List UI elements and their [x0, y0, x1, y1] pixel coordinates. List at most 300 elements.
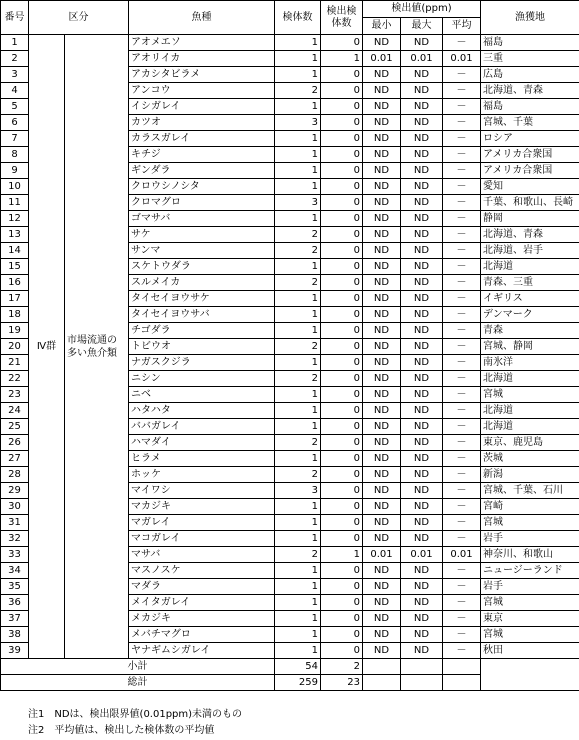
- avg-cell: －: [443, 643, 481, 659]
- row-number: 31: [1, 515, 29, 531]
- origin-cell: イギリス: [481, 291, 579, 307]
- detected-cell: 0: [321, 579, 363, 595]
- detected-cell: 0: [321, 451, 363, 467]
- max-cell: ND: [401, 291, 443, 307]
- min-cell: ND: [363, 195, 401, 211]
- min-cell: ND: [363, 163, 401, 179]
- detected-cell: 0: [321, 99, 363, 115]
- origin-cell: 宮崎: [481, 499, 579, 515]
- total-empty-max: [401, 675, 443, 691]
- samples-cell: 1: [275, 291, 321, 307]
- max-cell: 0.01: [401, 51, 443, 67]
- avg-cell: －: [443, 563, 481, 579]
- subtotal-samples: 54: [275, 659, 321, 675]
- max-cell: ND: [401, 339, 443, 355]
- min-cell: ND: [363, 451, 401, 467]
- max-cell: ND: [401, 435, 443, 451]
- footnote-1: 注1 NDは、検出限界値(0.01ppm)未満のもの: [28, 709, 243, 720]
- species-cell: ホッケ: [129, 467, 275, 483]
- max-cell: ND: [401, 35, 443, 51]
- species-cell: キチジ: [129, 147, 275, 163]
- samples-cell: 3: [275, 115, 321, 131]
- min-cell: ND: [363, 627, 401, 643]
- avg-cell: －: [443, 147, 481, 163]
- row-number: 18: [1, 307, 29, 323]
- origin-cell: 岩手: [481, 579, 579, 595]
- header-no: 番号: [1, 1, 29, 35]
- samples-cell: 1: [275, 451, 321, 467]
- detected-cell: 0: [321, 387, 363, 403]
- avg-cell: －: [443, 275, 481, 291]
- species-cell: ババガレイ: [129, 419, 275, 435]
- min-cell: ND: [363, 179, 401, 195]
- origin-cell: 青森、三重: [481, 275, 579, 291]
- min-cell: ND: [363, 115, 401, 131]
- origin-cell: 北海道: [481, 259, 579, 275]
- detected-cell: 0: [321, 563, 363, 579]
- samples-cell: 1: [275, 323, 321, 339]
- min-cell: ND: [363, 595, 401, 611]
- detected-cell: 0: [321, 371, 363, 387]
- samples-cell: 1: [275, 499, 321, 515]
- row-number: 22: [1, 371, 29, 387]
- min-cell: ND: [363, 243, 401, 259]
- avg-cell: －: [443, 435, 481, 451]
- table-row: [1, 35, 579, 51]
- max-cell: ND: [401, 227, 443, 243]
- row-number: 12: [1, 211, 29, 227]
- row-number: 8: [1, 147, 29, 163]
- min-cell: ND: [363, 579, 401, 595]
- detected-cell: 0: [321, 483, 363, 499]
- max-cell: ND: [401, 355, 443, 371]
- samples-cell: 1: [275, 387, 321, 403]
- avg-cell: 0.01: [443, 547, 481, 563]
- origin-cell: 千葉、和歌山、長崎: [481, 195, 579, 211]
- avg-cell: －: [443, 419, 481, 435]
- min-cell: ND: [363, 499, 401, 515]
- samples-cell: 3: [275, 483, 321, 499]
- origin-cell: 秋田: [481, 643, 579, 659]
- avg-cell: 0.01: [443, 51, 481, 67]
- species-cell: ゴマサバ: [129, 211, 275, 227]
- min-cell: ND: [363, 387, 401, 403]
- origin-cell: 北海道、青森: [481, 227, 579, 243]
- row-number: 21: [1, 355, 29, 371]
- species-cell: スケトウダラ: [129, 259, 275, 275]
- row-number: 15: [1, 259, 29, 275]
- detected-cell: 0: [321, 291, 363, 307]
- species-cell: イシガレイ: [129, 99, 275, 115]
- category-cell: 市場流通の多い魚介類: [65, 35, 129, 659]
- species-cell: ギンダラ: [129, 163, 275, 179]
- avg-cell: －: [443, 451, 481, 467]
- species-cell: タイセイヨウサバ: [129, 307, 275, 323]
- detected-cell: 0: [321, 499, 363, 515]
- samples-cell: 1: [275, 531, 321, 547]
- min-cell: ND: [363, 339, 401, 355]
- min-cell: ND: [363, 35, 401, 51]
- detected-cell: 0: [321, 211, 363, 227]
- min-cell: ND: [363, 67, 401, 83]
- species-cell: アンコウ: [129, 83, 275, 99]
- avg-cell: －: [443, 115, 481, 131]
- avg-cell: －: [443, 595, 481, 611]
- detected-cell: 0: [321, 531, 363, 547]
- origin-cell: ニュージーランド: [481, 563, 579, 579]
- samples-cell: 1: [275, 627, 321, 643]
- min-cell: ND: [363, 611, 401, 627]
- detected-cell: 0: [321, 419, 363, 435]
- species-cell: マスノスケ: [129, 563, 275, 579]
- max-cell: ND: [401, 67, 443, 83]
- row-number: 11: [1, 195, 29, 211]
- header-detected-value: 検出値(ppm): [363, 1, 481, 18]
- origin-cell: 宮城、千葉、石川: [481, 483, 579, 499]
- detected-cell: 0: [321, 131, 363, 147]
- origin-cell: 新潟: [481, 467, 579, 483]
- avg-cell: －: [443, 259, 481, 275]
- min-cell: ND: [363, 291, 401, 307]
- min-cell: ND: [363, 131, 401, 147]
- samples-cell: 2: [275, 83, 321, 99]
- species-cell: ニベ: [129, 387, 275, 403]
- samples-cell: 1: [275, 163, 321, 179]
- detected-cell: 0: [321, 147, 363, 163]
- detected-cell: 0: [321, 83, 363, 99]
- detected-cell: 0: [321, 627, 363, 643]
- origin-cell: 三重: [481, 51, 579, 67]
- samples-cell: 1: [275, 307, 321, 323]
- origin-cell: 静岡: [481, 211, 579, 227]
- max-cell: ND: [401, 275, 443, 291]
- detected-cell: 1: [321, 547, 363, 563]
- species-cell: ヤナギムシガレイ: [129, 643, 275, 659]
- origin-cell: デンマーク: [481, 307, 579, 323]
- avg-cell: －: [443, 387, 481, 403]
- avg-cell: －: [443, 371, 481, 387]
- samples-cell: 1: [275, 355, 321, 371]
- avg-cell: －: [443, 195, 481, 211]
- row-number: 29: [1, 483, 29, 499]
- max-cell: ND: [401, 531, 443, 547]
- samples-cell: 1: [275, 99, 321, 115]
- header-avg: 平均: [443, 18, 481, 35]
- max-cell: ND: [401, 563, 443, 579]
- origin-cell: 宮城: [481, 387, 579, 403]
- row-number: 6: [1, 115, 29, 131]
- samples-cell: 1: [275, 51, 321, 67]
- samples-cell: 1: [275, 259, 321, 275]
- min-cell: 0.01: [363, 547, 401, 563]
- total-empty-min: [363, 675, 401, 691]
- max-cell: ND: [401, 195, 443, 211]
- detected-cell: 0: [321, 227, 363, 243]
- origin-cell: 北海道、岩手: [481, 243, 579, 259]
- species-cell: アオリイカ: [129, 51, 275, 67]
- max-cell: ND: [401, 371, 443, 387]
- samples-cell: 1: [275, 579, 321, 595]
- species-cell: マダラ: [129, 579, 275, 595]
- origin-cell: 福島: [481, 99, 579, 115]
- species-cell: ハタハタ: [129, 403, 275, 419]
- origin-cell: 東京: [481, 611, 579, 627]
- row-number: 38: [1, 627, 29, 643]
- row-number: 20: [1, 339, 29, 355]
- row-number: 4: [1, 83, 29, 99]
- avg-cell: －: [443, 323, 481, 339]
- species-cell: サンマ: [129, 243, 275, 259]
- avg-cell: －: [443, 227, 481, 243]
- min-cell: ND: [363, 531, 401, 547]
- origin-cell: アメリカ合衆国: [481, 147, 579, 163]
- avg-cell: －: [443, 627, 481, 643]
- species-cell: マイワシ: [129, 483, 275, 499]
- avg-cell: －: [443, 483, 481, 499]
- header-row-1: [1, 1, 579, 18]
- min-cell: ND: [363, 323, 401, 339]
- min-cell: ND: [363, 435, 401, 451]
- avg-cell: －: [443, 67, 481, 83]
- origin-cell: 広島: [481, 67, 579, 83]
- origin-cell: 茨城: [481, 451, 579, 467]
- detected-cell: 0: [321, 195, 363, 211]
- min-cell: ND: [363, 515, 401, 531]
- avg-cell: －: [443, 99, 481, 115]
- max-cell: ND: [401, 467, 443, 483]
- detected-cell: 0: [321, 307, 363, 323]
- species-cell: タイセイヨウサケ: [129, 291, 275, 307]
- row-number: 14: [1, 243, 29, 259]
- samples-cell: 1: [275, 515, 321, 531]
- subtotal-row: [1, 659, 579, 675]
- min-cell: ND: [363, 483, 401, 499]
- row-number: 17: [1, 291, 29, 307]
- max-cell: ND: [401, 211, 443, 227]
- detected-cell: 0: [321, 611, 363, 627]
- max-cell: ND: [401, 179, 443, 195]
- header-samples: 検体数: [275, 1, 321, 35]
- samples-cell: 2: [275, 243, 321, 259]
- samples-cell: 1: [275, 67, 321, 83]
- detected-cell: 0: [321, 595, 363, 611]
- species-cell: アオメエソ: [129, 35, 275, 51]
- detected-cell: 0: [321, 467, 363, 483]
- samples-cell: 1: [275, 643, 321, 659]
- min-cell: ND: [363, 355, 401, 371]
- min-cell: ND: [363, 211, 401, 227]
- species-cell: クロウシノシタ: [129, 179, 275, 195]
- origin-cell: 北海道、青森: [481, 83, 579, 99]
- row-number: 9: [1, 163, 29, 179]
- avg-cell: －: [443, 515, 481, 531]
- row-number: 39: [1, 643, 29, 659]
- row-number: 36: [1, 595, 29, 611]
- origin-cell: アメリカ合衆国: [481, 163, 579, 179]
- species-cell: カツオ: [129, 115, 275, 131]
- max-cell: ND: [401, 515, 443, 531]
- avg-cell: －: [443, 531, 481, 547]
- species-cell: スルメイカ: [129, 275, 275, 291]
- samples-cell: 1: [275, 35, 321, 51]
- avg-cell: －: [443, 611, 481, 627]
- origin-cell: 南氷洋: [481, 355, 579, 371]
- subtotal-empty-min: [363, 659, 401, 675]
- origin-cell: ロシア: [481, 131, 579, 147]
- detected-cell: 0: [321, 67, 363, 83]
- max-cell: ND: [401, 115, 443, 131]
- samples-cell: 1: [275, 211, 321, 227]
- max-cell: ND: [401, 627, 443, 643]
- max-cell: ND: [401, 451, 443, 467]
- subtotal-detected: 2: [321, 659, 363, 675]
- species-cell: メバチマグロ: [129, 627, 275, 643]
- max-cell: ND: [401, 611, 443, 627]
- max-cell: ND: [401, 579, 443, 595]
- origin-cell: 宮城、千葉: [481, 115, 579, 131]
- row-number: 26: [1, 435, 29, 451]
- total-detected: 23: [321, 675, 363, 691]
- row-number: 33: [1, 547, 29, 563]
- max-cell: ND: [401, 323, 443, 339]
- row-number: 34: [1, 563, 29, 579]
- species-cell: マカジキ: [129, 499, 275, 515]
- detected-cell: 0: [321, 275, 363, 291]
- samples-cell: 1: [275, 611, 321, 627]
- origin-cell: 北海道: [481, 403, 579, 419]
- row-number: 5: [1, 99, 29, 115]
- samples-cell: 1: [275, 595, 321, 611]
- row-number: 10: [1, 179, 29, 195]
- avg-cell: －: [443, 35, 481, 51]
- samples-cell: 1: [275, 147, 321, 163]
- row-number: 7: [1, 131, 29, 147]
- detected-cell: 0: [321, 435, 363, 451]
- detected-cell: 1: [321, 51, 363, 67]
- species-cell: マサバ: [129, 547, 275, 563]
- max-cell: ND: [401, 643, 443, 659]
- avg-cell: －: [443, 131, 481, 147]
- origin-cell: 宮城: [481, 627, 579, 643]
- total-samples: 259: [275, 675, 321, 691]
- min-cell: ND: [363, 83, 401, 99]
- min-cell: ND: [363, 99, 401, 115]
- samples-cell: 2: [275, 227, 321, 243]
- max-cell: ND: [401, 83, 443, 99]
- min-cell: ND: [363, 563, 401, 579]
- origin-cell: 福島: [481, 35, 579, 51]
- origin-cell: 神奈川、和歌山: [481, 547, 579, 563]
- max-cell: ND: [401, 131, 443, 147]
- max-cell: ND: [401, 243, 443, 259]
- detected-cell: 0: [321, 115, 363, 131]
- max-cell: ND: [401, 307, 443, 323]
- row-number: 37: [1, 611, 29, 627]
- min-cell: ND: [363, 147, 401, 163]
- origin-cell: 北海道: [481, 371, 579, 387]
- min-cell: ND: [363, 307, 401, 323]
- species-cell: カラスガレイ: [129, 131, 275, 147]
- detected-cell: 0: [321, 339, 363, 355]
- species-cell: ナガスクジラ: [129, 355, 275, 371]
- detected-cell: 0: [321, 243, 363, 259]
- row-number: 27: [1, 451, 29, 467]
- origin-cell: 岩手: [481, 531, 579, 547]
- row-number: 30: [1, 499, 29, 515]
- subtotal-empty-avg: [443, 659, 481, 675]
- avg-cell: －: [443, 243, 481, 259]
- row-number: 24: [1, 403, 29, 419]
- species-cell: ヒラメ: [129, 451, 275, 467]
- species-cell: マコガレイ: [129, 531, 275, 547]
- avg-cell: －: [443, 307, 481, 323]
- min-cell: ND: [363, 403, 401, 419]
- row-number: 1: [1, 35, 29, 51]
- row-number: 32: [1, 531, 29, 547]
- min-cell: 0.01: [363, 51, 401, 67]
- samples-cell: 1: [275, 403, 321, 419]
- species-cell: サケ: [129, 227, 275, 243]
- min-cell: ND: [363, 371, 401, 387]
- avg-cell: －: [443, 339, 481, 355]
- avg-cell: －: [443, 163, 481, 179]
- max-cell: 0.01: [401, 547, 443, 563]
- species-cell: トビウオ: [129, 339, 275, 355]
- header-max: 最大: [401, 18, 443, 35]
- max-cell: ND: [401, 499, 443, 515]
- avg-cell: －: [443, 467, 481, 483]
- max-cell: ND: [401, 259, 443, 275]
- max-cell: ND: [401, 419, 443, 435]
- footnotes: [28, 707, 242, 739]
- row-number: 19: [1, 323, 29, 339]
- avg-cell: －: [443, 403, 481, 419]
- species-cell: クロマグロ: [129, 195, 275, 211]
- row-number: 13: [1, 227, 29, 243]
- samples-cell: 1: [275, 131, 321, 147]
- detected-cell: 0: [321, 515, 363, 531]
- subtotal-empty-max: [401, 659, 443, 675]
- min-cell: ND: [363, 643, 401, 659]
- origin-cell: 愛知: [481, 179, 579, 195]
- origin-cell: 北海道: [481, 419, 579, 435]
- samples-cell: 2: [275, 371, 321, 387]
- species-cell: ニシン: [129, 371, 275, 387]
- samples-cell: 2: [275, 435, 321, 451]
- avg-cell: －: [443, 83, 481, 99]
- samples-cell: 3: [275, 195, 321, 211]
- subtotal-label: 小計: [1, 659, 275, 675]
- row-number: 23: [1, 387, 29, 403]
- detected-cell: 0: [321, 355, 363, 371]
- total-label: 総計: [1, 675, 275, 691]
- max-cell: ND: [401, 147, 443, 163]
- samples-cell: 1: [275, 419, 321, 435]
- min-cell: ND: [363, 467, 401, 483]
- avg-cell: －: [443, 291, 481, 307]
- min-cell: ND: [363, 259, 401, 275]
- max-cell: ND: [401, 595, 443, 611]
- max-cell: ND: [401, 387, 443, 403]
- samples-cell: 2: [275, 547, 321, 563]
- row-number: 2: [1, 51, 29, 67]
- detected-cell: 0: [321, 259, 363, 275]
- min-cell: ND: [363, 275, 401, 291]
- min-cell: ND: [363, 419, 401, 435]
- row-number: 16: [1, 275, 29, 291]
- detected-cell: 0: [321, 403, 363, 419]
- avg-cell: －: [443, 355, 481, 371]
